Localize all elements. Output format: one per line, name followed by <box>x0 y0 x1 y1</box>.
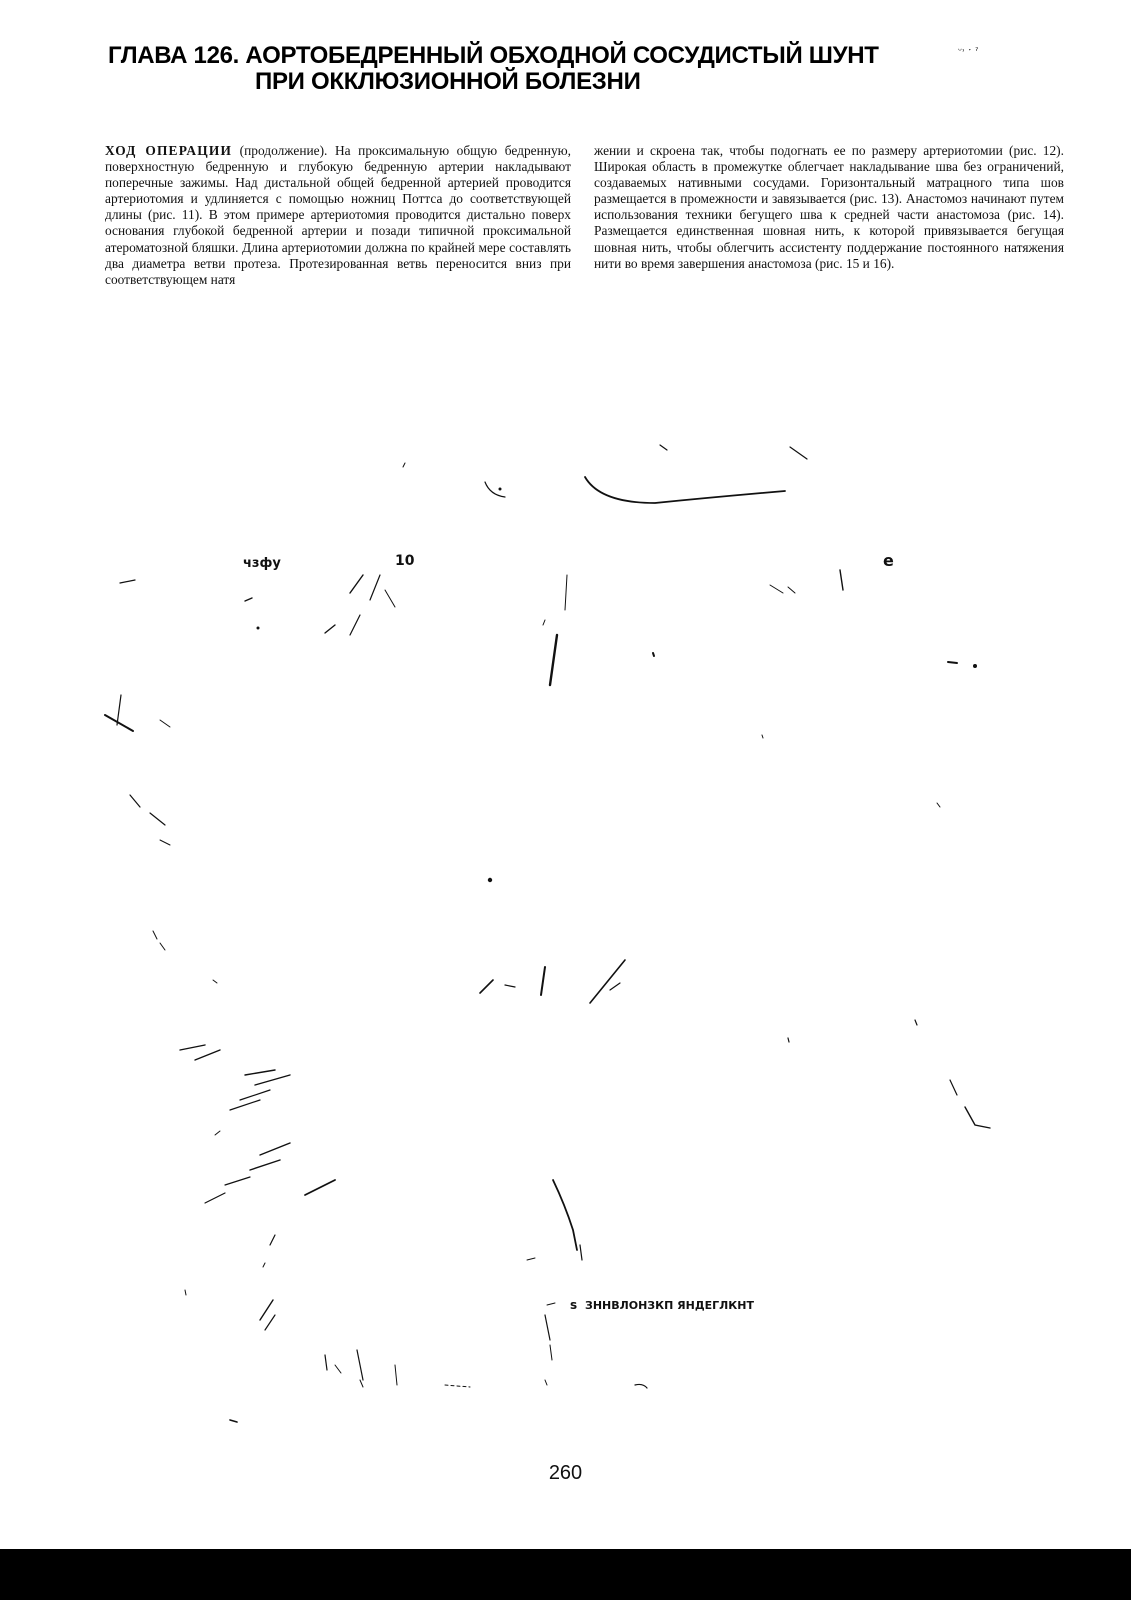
section-lead: ХОД ОПЕРАЦИИ <box>105 143 233 158</box>
figure-label-e: e <box>883 551 894 570</box>
figure-label-10: 10 <box>395 553 415 569</box>
scan-specks: ᵕ˒ ˑ ˀ <box>958 46 979 57</box>
figure-label-mirrored: чзфу <box>243 556 281 571</box>
scan-border <box>0 1549 1131 1600</box>
scan-dots <box>257 488 978 883</box>
page-number: 260 <box>548 1462 583 1484</box>
text-column-left <box>105 143 571 288</box>
faint-line-fragments <box>105 445 990 1422</box>
figure-label-bottom-mirrored: ЗННВЛОНЗКП ЯНДЕГЛКНТ <box>585 1299 754 1312</box>
illustration-svg <box>95 435 1035 1465</box>
chapter-title <box>108 43 948 95</box>
chapter-title-line2: ПРИ ОККЛЮЗИОННОЙ БОЛЕЗНИ <box>255 68 641 95</box>
chapter-title-line1: ГЛАВА 126. АОРТОБЕДРЕННЫЙ ОБХОДНОЙ СОСУДИСТЫЙ ШУНТ <box>108 42 879 69</box>
right-column-text: жении и скроена так, чтобы подогнать ее по размеру артериотомии (рис. 12). Широкая область в промежутке облегчает накладывание шва без ограничений, создаваемых нативными сосудами. Горизонтальный матрацного типа шов размещается в промежности и завязывается (рис. 13). Анастомоз начинают путем использования техники бегущего шва к средней части анастомоза (рис. 14). Размещается единственная шовная нить, к которой привязывается бегущая шовная нить, чтобы облегчить ассистенту поддержание постоянного натяжения нити во время завершения анастомоза (рис. 15 и 16). <box>594 143 1064 271</box>
text-column-right <box>594 143 1064 272</box>
figure-label-s: s <box>570 1298 578 1312</box>
left-column-text: (продолжение). На проксимальную общую бедренную, поверхностную бедренную и глубокую бедренную артерии накладывают поперечные зажимы. Над дистальной общей бедренной артерией проводится артериотомия и удлиняется с помощью ножниц Поттса до соответствующей длины (рис. 11). В этом примере артериотомия проводится дистально поверх основания глубокой бедренной артерии и позади типичной проксимальной атероматозной бляшки. Длина артериотомии должна по крайней мере составлять два диаметра ветви протеза. Протезированная ветвь переносится вниз при соответствующем натя <box>105 143 571 287</box>
surgical-illustration <box>95 435 1035 1465</box>
